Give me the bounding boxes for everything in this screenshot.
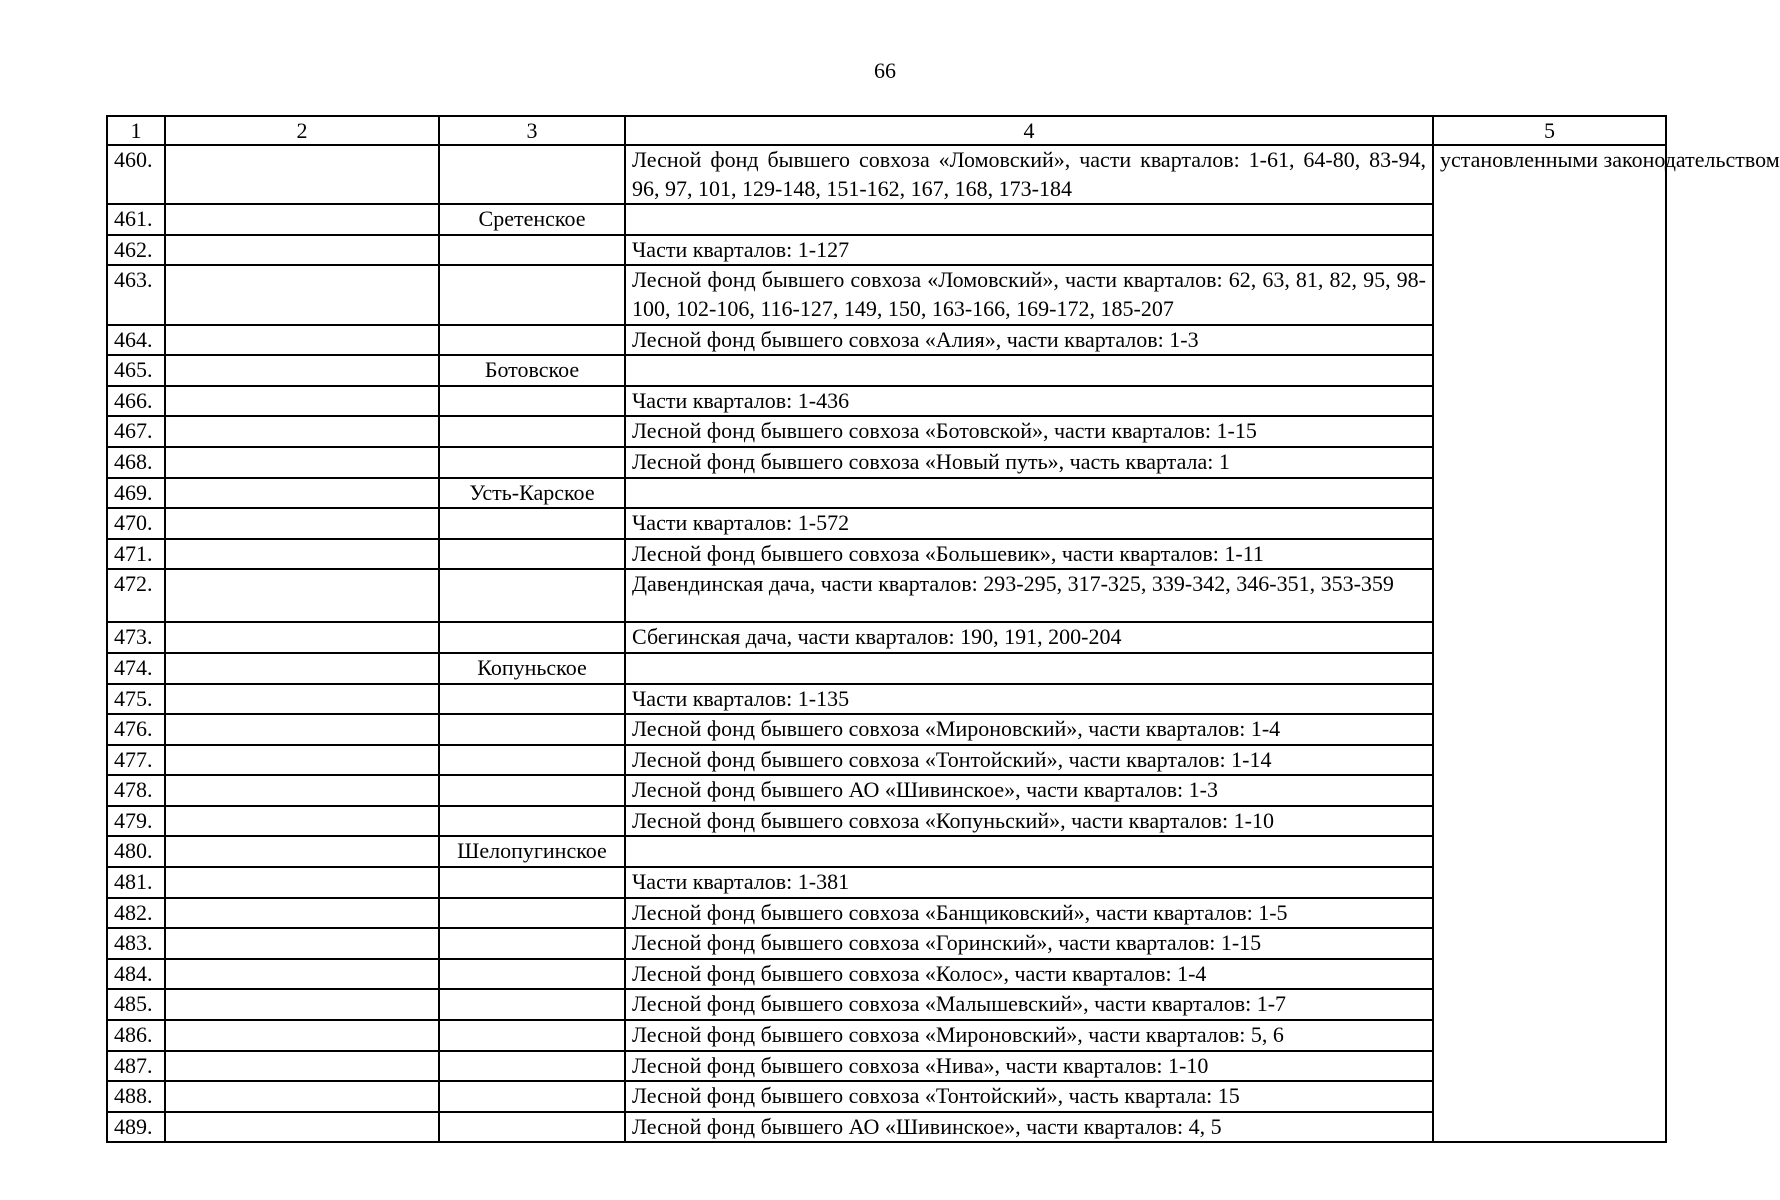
description-cell: Давендинская дача, части кварталов: 293-295, 317-325, 339-342, 346-351, 353-359 [625,569,1433,622]
description-cell [625,478,1433,509]
row-number: 471. [107,539,165,570]
forestry-cell [439,1051,625,1082]
table-row [107,539,1666,570]
district-cell [165,386,439,417]
forestry-cell: Копуньское [439,653,625,684]
forestry-cell: Ботовское [439,355,625,386]
row-number: 473. [107,622,165,653]
header-col-4: 4 [625,116,1433,145]
forestry-cell [439,325,625,356]
table-row [107,806,1666,837]
district-cell [165,355,439,386]
forest-fund-table [106,115,1780,1143]
description-cell: Лесной фонд бывшего совхоза «Мироновский», части кварталов: 5, 6 [625,1020,1433,1051]
description-cell: Лесной фонд бывшего совхоза «Колос», части кварталов: 1-4 [625,959,1433,990]
row-number: 481. [107,867,165,898]
district-cell [165,836,439,867]
forestry-cell [439,1020,625,1051]
table-row [107,265,1666,324]
description-cell: Лесной фонд бывшего совхоза «Тонтойский», часть квартала: 15 [625,1081,1433,1112]
description-cell: Лесной фонд бывшего совхоза «Большевик», части кварталов: 1-11 [625,539,1433,570]
row-number: 468. [107,447,165,478]
table-row [107,204,1666,235]
district-cell [165,1081,439,1112]
district-cell [165,653,439,684]
district-cell [165,898,439,929]
table-row [107,1081,1666,1112]
description-cell: Лесной фонд бывшего совхоза «Тонтойский», части кварталов: 1-14 [625,745,1433,776]
forestry-cell [439,898,625,929]
row-number: 465. [107,355,165,386]
table-row [107,745,1666,776]
row-number: 460. [107,145,165,204]
row-number: 489. [107,1112,165,1143]
row-number: 462. [107,235,165,266]
forestry-cell [439,867,625,898]
description-cell: Лесной фонд бывшего совхоза «Ломовский», части кварталов: 1-61, 64-80, 83-94, 96, 97, 101, 129-148, 151-162, 167, 168, 173-184 [625,145,1433,204]
description-cell [625,355,1433,386]
row-number: 476. [107,714,165,745]
table-row [107,1020,1666,1051]
table-row [107,959,1666,990]
forestry-cell [439,959,625,990]
table-row [107,989,1666,1020]
forestry-cell: Усть-Карское [439,478,625,509]
district-cell [165,684,439,715]
table-row [107,836,1666,867]
description-cell: Лесной фонд бывшего совхоза «Алия», части кварталов: 1-3 [625,325,1433,356]
forestry-cell [439,989,625,1020]
header-col-5: 5 [1433,116,1666,145]
table-row [107,928,1666,959]
row-number: 463. [107,265,165,324]
table-header [107,116,1666,145]
row-number: 466. [107,386,165,417]
row-number: 488. [107,1081,165,1112]
district-cell [165,235,439,266]
district-cell [165,145,439,204]
forestry-cell [439,714,625,745]
district-cell [165,508,439,539]
description-cell: Лесной фонд бывшего совхоза «Нива», части кварталов: 1-10 [625,1051,1433,1082]
district-cell [165,745,439,776]
forestry-cell [439,235,625,266]
table-row [107,508,1666,539]
district-cell [165,447,439,478]
description-cell [625,204,1433,235]
table-row [107,386,1666,417]
description-cell [625,653,1433,684]
district-cell [165,204,439,235]
district-cell [165,775,439,806]
description-cell: Лесной фонд бывшего АО «Шивинское», части кварталов: 1-3 [625,775,1433,806]
row-number: 483. [107,928,165,959]
row-number: 472. [107,569,165,622]
description-cell: Части кварталов: 1-381 [625,867,1433,898]
header-row [107,116,1666,145]
row-number: 464. [107,325,165,356]
row-number: 486. [107,1020,165,1051]
description-cell: Лесной фонд бывшего совхоза «Копуньский», части кварталов: 1-10 [625,806,1433,837]
row-number: 480. [107,836,165,867]
description-cell: Лесной фонд бывшего совхоза «Малышевский», части кварталов: 1-7 [625,989,1433,1020]
description-cell: Сбегинская дача, части кварталов: 190, 191, 200-204 [625,622,1433,653]
forestry-cell [439,684,625,715]
table-row [107,622,1666,653]
forestry-cell: Шелопугинское [439,836,625,867]
table-row [107,898,1666,929]
district-cell [165,265,439,324]
district-cell [165,806,439,837]
header-col-1: 1 [107,116,165,145]
page-number: 66 [874,58,896,83]
district-cell [165,478,439,509]
forestry-cell [439,539,625,570]
row-number: 478. [107,775,165,806]
forestry-cell [439,745,625,776]
table-row [107,653,1666,684]
district-cell [165,622,439,653]
table-row [107,569,1666,622]
forestry-cell [439,1081,625,1112]
row-number: 487. [107,1051,165,1082]
district-cell [165,989,439,1020]
district-cell [165,1020,439,1051]
table-row [107,1051,1666,1082]
district-cell [165,1051,439,1082]
forestry-cell [439,775,625,806]
forestry-cell [439,416,625,447]
table-row [107,867,1666,898]
district-cell [165,1112,439,1143]
description-cell: Лесной фонд бывшего совхоза «Ботовской», части кварталов: 1-15 [625,416,1433,447]
district-cell [165,569,439,622]
forestry-cell [439,806,625,837]
forestry-cell [439,928,625,959]
table-row [107,714,1666,745]
row-number: 479. [107,806,165,837]
row-number: 470. [107,508,165,539]
forestry-cell [439,447,625,478]
district-cell [165,325,439,356]
description-cell: Лесной фонд бывшего АО «Шивинское», части кварталов: 4, 5 [625,1112,1433,1143]
row-number: 484. [107,959,165,990]
description-cell: Лесной фонд бывшего совхоза «Мироновский», части кварталов: 1-4 [625,714,1433,745]
forestry-cell [439,622,625,653]
description-cell: Лесной фонд бывшего совхоза «Горинский», части кварталов: 1-15 [625,928,1433,959]
table-row [107,235,1666,266]
forestry-cell [439,145,625,204]
row-number: 482. [107,898,165,929]
row-number: 477. [107,745,165,776]
description-cell: Части кварталов: 1-572 [625,508,1433,539]
district-cell [165,928,439,959]
forestry-cell [439,1112,625,1143]
district-cell [165,959,439,990]
description-cell: Части кварталов: 1-135 [625,684,1433,715]
description-cell: Части кварталов: 1-436 [625,386,1433,417]
table-row [107,1112,1666,1143]
table-body [107,145,1780,1142]
header-col-3: 3 [439,116,625,145]
header-col-2: 2 [165,116,439,145]
forestry-cell [439,386,625,417]
forestry-cell [439,508,625,539]
district-cell [165,416,439,447]
description-cell: Лесной фонд бывшего совхоза «Ломовский», части кварталов: 62, 63, 81, 82, 95, 98-100, 102-106, 116-127, 149, 150, 163-166, 169-172, 185-207 [625,265,1433,324]
row-number: 461. [107,204,165,235]
note-cell: установленными законодательством [1433,145,1666,1142]
table-row [107,684,1666,715]
row-number: 475. [107,684,165,715]
table-row [107,416,1666,447]
row-number: 469. [107,478,165,509]
district-cell [165,539,439,570]
table-row [107,325,1666,356]
row-number: 467. [107,416,165,447]
district-cell [165,714,439,745]
table-row [107,447,1666,478]
row-number: 474. [107,653,165,684]
description-cell: Части кварталов: 1-127 [625,235,1433,266]
table-row [107,775,1666,806]
forestry-cell [439,265,625,324]
table-row [107,478,1666,509]
description-cell: Лесной фонд бывшего совхоза «Новый путь», часть квартала: 1 [625,447,1433,478]
description-cell: Лесной фонд бывшего совхоза «Банщиковский», части кварталов: 1-5 [625,898,1433,929]
forestry-cell: Сретенское [439,204,625,235]
table-row [107,355,1666,386]
table-row [107,145,1666,204]
forestry-cell [439,569,625,622]
description-cell [625,836,1433,867]
district-cell [165,867,439,898]
row-number: 485. [107,989,165,1020]
